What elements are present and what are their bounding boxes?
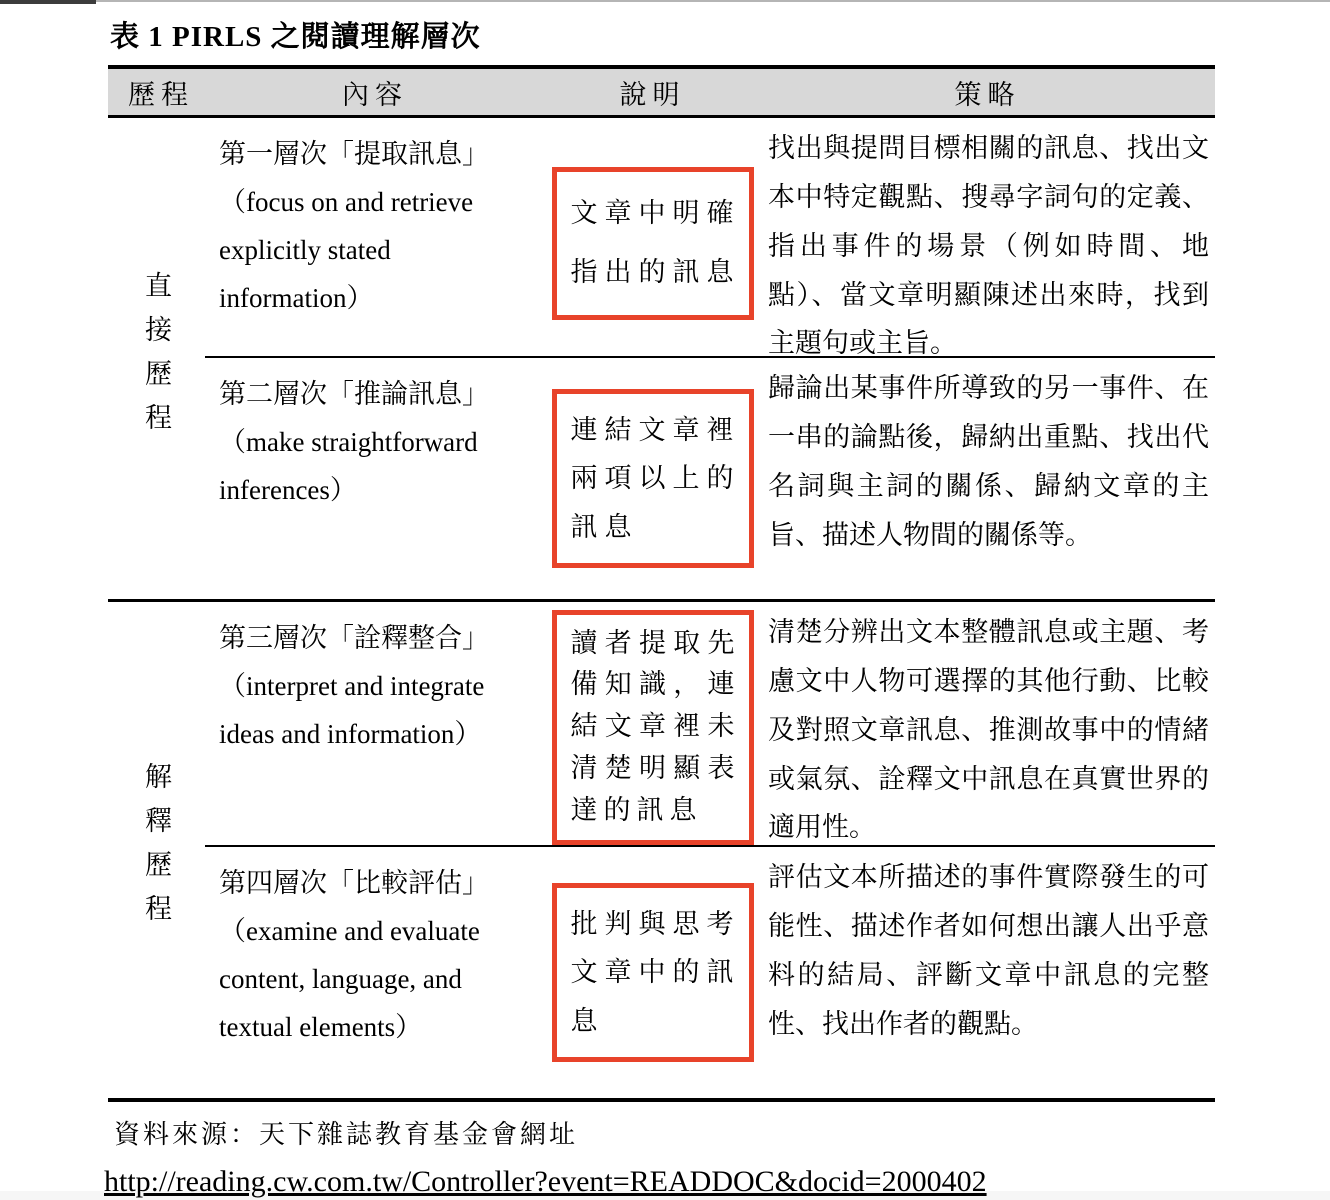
content-cell-level2: 第二層次「推論訊息」（make straightforward inferences） [219,379,489,506]
highlight-box-level3: 讀者提取先備知識，連結文章裡未清楚明顯表達的訊息 [552,610,754,845]
header-process: 歷程 [128,79,194,110]
note-cell-level4 [545,847,760,1098]
process-label-direct: 直接歷程 [141,270,171,447]
table-header-row [108,69,1215,118]
window-edge-line [0,0,1330,2]
strategy-cell-level4: 評估文本所描述的事件實際發生的可能性、描述作者如何想出讓人出乎意料的結局、評斷文章中訊息的完整性、找出作者的觀點。 [768,862,1209,1039]
process-cell-interpret [108,602,205,1098]
process-label-interpret: 解釋歷程 [141,762,171,938]
note-cell-level1 [545,118,760,368]
source-url-link[interactable]: http://reading.cw.com.tw/Controller?event=READDOC&docid=2000402 [104,1165,987,1198]
group-direct-process [108,118,1215,599]
document-content [104,14,1215,1199]
table-row-level4 [205,845,1215,1098]
content-cell-level4: 第四層次「比較評估」（examine and evaluate content, language, and textual elements） [219,868,489,1043]
table-title: 表 1 PIRLS 之閱讀理解層次 [110,21,481,53]
strategy-cell-level1: 找出與提問目標相關的訊息、找出文本中特定觀點、搜尋字詞句的定義、指出事件的場景（例如時間、地點）、當文章明顯陳述出來時，找到主題句或主旨。 [768,133,1209,359]
table-row-level1 [205,118,1215,359]
note-cell-level2 [545,358,760,599]
strategy-cell-level3: 清楚分辨出文本整體訊息或主題、考慮文中人物可選擇的其他行動、比較及對照文章訊息、推測故事中的情緒或氣氛、詮釋文中訊息在真實世界的適用性。 [768,617,1209,843]
pirls-comprehension-table [108,65,1215,1102]
header-explanation: 說明 [619,79,686,110]
window-corner-artifact [0,0,96,4]
header-strategy: 策略 [954,79,1021,110]
note-cell-level3 [545,602,760,852]
strategy-cell-level2: 歸論出某事件所導致的另一事件、在一串的論點後，歸納出重點、找出代名詞與主詞的關係、歸納文章的主旨、描述人物間的關係等。 [768,373,1209,550]
group-rows [205,602,1215,1098]
content-cell-level1: 第一層次「提取訊息」（focus on and retrieve explicitly stated information） [219,139,489,314]
group-interpret-process [108,599,1215,1098]
highlight-box-level2: 連結文章裡兩項以上的訊息 [552,389,754,569]
process-cell-direct [108,118,205,599]
highlight-box-level4: 批判與思考文章中的訊息 [552,883,754,1063]
group-rows [205,118,1215,599]
header-content: 內容 [342,79,408,110]
table-row-level2 [205,356,1215,599]
highlight-box-level1: 文章中明確指出的訊息 [552,167,754,320]
table-footer [104,1114,1215,1199]
source-note: 資料來源：天下雜誌教育基金會網址 [114,1120,579,1149]
content-cell-level3: 第三層次「詮釋整合」（interpret and integrate ideas and information） [219,623,489,750]
table-row-level3 [205,602,1215,845]
